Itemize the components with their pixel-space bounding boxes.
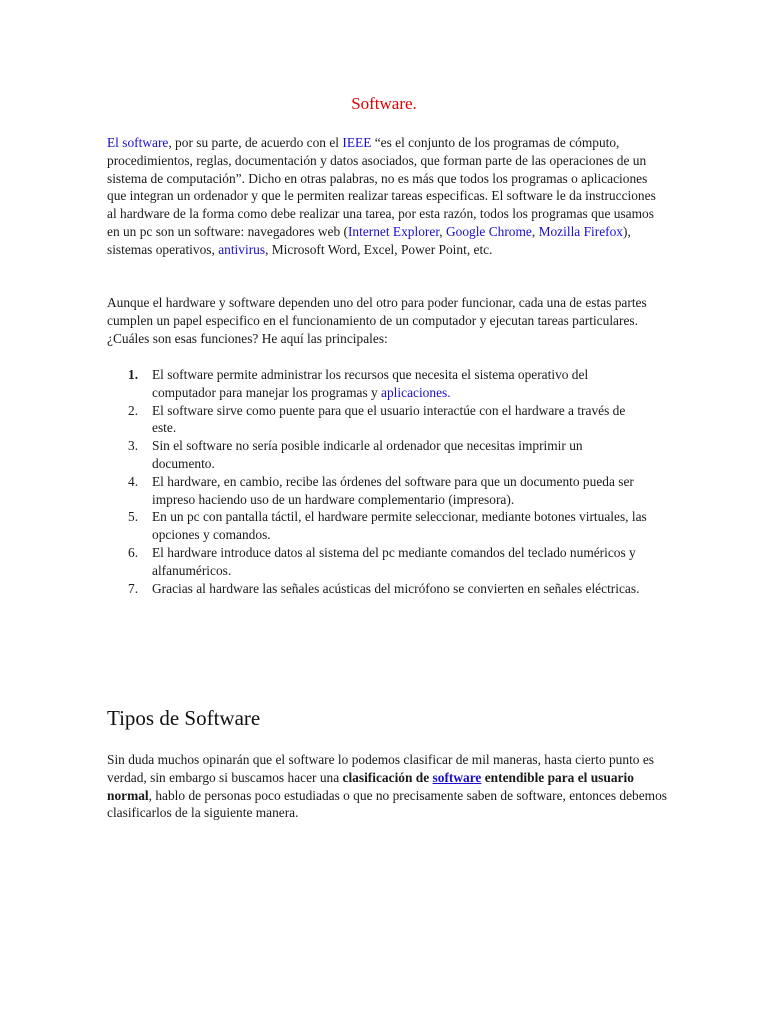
link-google-chrome[interactable]: Google Chrome — [445, 223, 532, 239]
list-item-text: Sin el software no sería posible indicarle al ordenador que necesitas imprimir un documento. — [152, 438, 583, 471]
intro-text-1: , por su parte, de acuerdo con el — [168, 135, 343, 150]
list-number: 7. — [128, 580, 139, 596]
link-ieee[interactable]: IEEE — [342, 135, 372, 150]
intro-sep-1: , — [439, 223, 446, 239]
list-item — [107, 437, 647, 473]
types-bold-1: clasificación de — [342, 769, 433, 785]
intro-text-2: “es el conjunto de los programas de cómputo, procedimientos, reglas, documentación y datos asociados, que forman parte de las operaciones de un sistema de computación”. Dicho en otras palabras, no es más que todos los programas o aplicaciones que integran un ordenador y que le permiten realizar tareas especificas. El software le da instrucciones al hardware de la forma como debe realizar una tarea, por esta razón, todos los programas que usamos en un pc son un software: navegadores web ( — [107, 135, 656, 239]
list-number: 3. — [128, 438, 139, 454]
list-item — [107, 366, 647, 402]
list-item — [107, 580, 647, 598]
list-number: 5. — [128, 509, 139, 525]
list-item-text: El hardware introduce datos al sistema del pc mediante comandos del teclado numéricos y alfanuméricos. — [152, 544, 636, 578]
list-item-text: En un pc con pantalla táctil, el hardware permite seleccionar, mediante botones virtuales, las opciones y comandos. — [152, 509, 647, 543]
types-text-2: , hablo de personas poco estudiadas o que no precisamente saben de software, entonces debemos clasificarlos de la siguiente manera. — [107, 787, 668, 821]
list-item-text: El software sirve como puente para que el usuario interactúe con el hardware a través de este. — [152, 402, 626, 436]
link-software[interactable]: El software — [107, 135, 169, 150]
list-number: 6. — [128, 544, 139, 560]
link-mozilla-firefox[interactable]: Mozilla Firefox — [538, 223, 623, 239]
types-bold-2: entendible para el usuario normal — [107, 769, 634, 803]
list-item — [107, 508, 647, 544]
list-item — [107, 402, 647, 438]
link-antivirus[interactable]: antivirus — [218, 241, 266, 257]
link-internet-explorer[interactable]: Internet Explorer — [347, 223, 440, 239]
page-title: Software. — [351, 94, 417, 113]
list-number: 1. — [128, 367, 139, 382]
types-text-1: Sin duda muchos opinarán que el software lo podemos clasificar de mil maneras, hasta cierto punto es verdad, sin embargo si buscamos hacer una — [107, 752, 654, 785]
types-paragraph — [107, 751, 667, 822]
intro-text-4: , Microsoft Word, Excel, Power Point, etc. — [265, 241, 493, 257]
intro-paragraph — [107, 134, 667, 259]
section-heading: Tipos de Software — [107, 706, 261, 730]
list-number: 2. — [128, 402, 139, 418]
intro-text-3: ), sistemas operativos, — [107, 223, 631, 257]
intro-sep-2: , — [531, 223, 539, 239]
list-item-text: El software permite administrar los recursos que necesita el sistema operativo del computador para manejar los programas y — [152, 367, 589, 400]
list-item-text: El hardware, en cambio, recibe las órdenes del software para que un documento pueda ser impreso haciendo uso de un hardware complementario (impresora). — [152, 473, 634, 507]
functions-list — [107, 366, 647, 597]
link-software-bold[interactable]: software — [432, 769, 482, 785]
link-aplicaciones[interactable]: aplicaciones. — [381, 384, 451, 400]
list-number: 4. — [128, 473, 139, 489]
list-item — [107, 544, 647, 580]
list-item-text: Gracias al hardware las señales acústicas del micrófono se convierten en señales eléctricas. — [152, 580, 640, 596]
functions-paragraph: Aunque el hardware y software dependen uno del otro para poder funcionar, cada una de estas partes cumplen un papel especifico en el funcionamiento de un computador y ejecutan tareas particulares. ¿Cuáles son esas funciones? He aquí las principales: — [107, 295, 647, 346]
list-item — [107, 473, 647, 509]
